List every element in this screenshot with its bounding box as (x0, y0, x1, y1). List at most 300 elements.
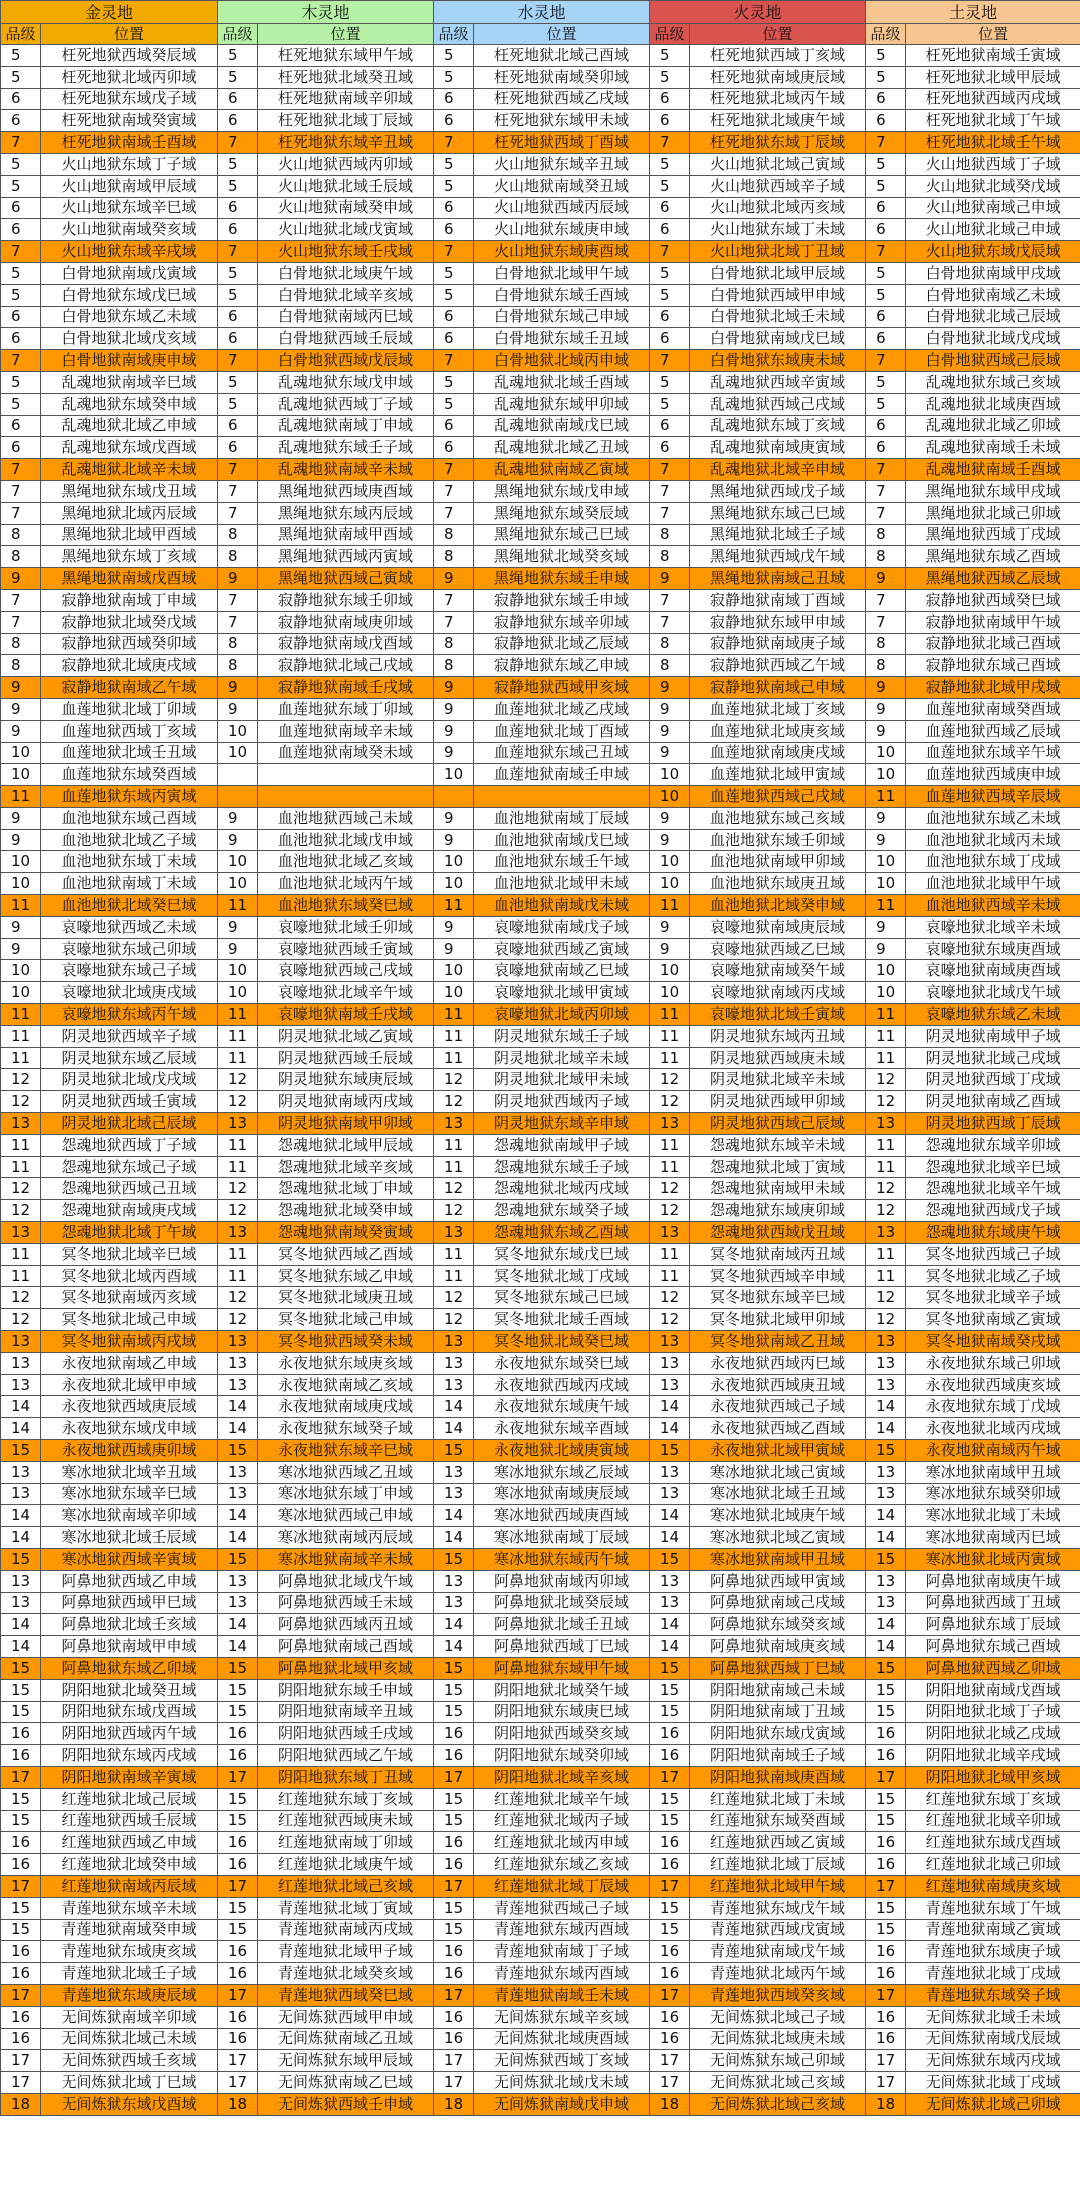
location-cell: 阴灵地狱北域己戌域 (906, 1047, 1080, 1069)
location-cell: 寒冰地狱南域庚辰域 (474, 1483, 650, 1505)
grade-header: 品级 (434, 24, 474, 45)
location-cell: 黑绳地狱西域庚酉域 (258, 480, 434, 502)
location-cell: 阴灵地狱西域甲卯域 (690, 1091, 866, 1113)
location-cell: 枉死地狱北域癸丑域 (258, 66, 434, 88)
location-cell: 黑绳地狱北域壬子域 (690, 524, 866, 546)
grade-cell: 6 (434, 328, 474, 350)
location-cell: 白骨地狱北域甲午域 (474, 262, 650, 284)
grade-cell: 17 (1, 2072, 41, 2094)
location-cell: 黑绳地狱北域己卯域 (906, 502, 1080, 524)
location-cell: 寂静地狱东域壬卯域 (258, 589, 434, 611)
grade-cell: 6 (866, 415, 906, 437)
grade-cell: 5 (650, 45, 690, 67)
grade-cell: 5 (434, 262, 474, 284)
grade-cell: 11 (1, 1047, 41, 1069)
location-cell: 无间炼狱西域甲申域 (258, 2006, 434, 2028)
location-cell: 阴阳地狱北域甲亥域 (906, 1766, 1080, 1788)
grade-cell: 16 (218, 1963, 258, 1985)
grade-header: 品级 (650, 24, 690, 45)
location-cell (258, 764, 434, 786)
location-cell: 血池地狱北域癸申域 (690, 895, 866, 917)
grade-header: 品级 (866, 24, 906, 45)
grade-cell: 8 (866, 524, 906, 546)
location-cell: 阴阳地狱北域癸午域 (474, 1679, 650, 1701)
location-cell: 白骨地狱西域甲申域 (690, 284, 866, 306)
location-cell: 阴阳地狱北域癸丑域 (41, 1679, 218, 1701)
table-row (1, 982, 1080, 1004)
table-row (1, 437, 1080, 459)
location-cell: 阴阳地狱东域丙戌域 (41, 1745, 218, 1767)
grade-cell: 9 (1, 698, 41, 720)
location-cell: 枉死地狱北域丁午域 (906, 110, 1080, 132)
location-cell: 青莲地狱南域丁子域 (474, 1941, 650, 1963)
grade-cell: 12 (1, 1178, 41, 1200)
grade-cell: 9 (1, 720, 41, 742)
grade-cell: 6 (650, 219, 690, 241)
grade-cell: 15 (650, 1919, 690, 1941)
location-cell: 血池地狱东域庚丑域 (690, 873, 866, 895)
grade-cell: 16 (218, 2028, 258, 2050)
location-cell: 怨魂地狱北域丁午域 (41, 1222, 218, 1244)
location-cell: 阴灵地狱西域己辰域 (690, 1113, 866, 1135)
table-row (1, 2006, 1080, 2028)
location-cell (258, 786, 434, 808)
grade-cell: 13 (866, 1222, 906, 1244)
location-cell: 冥冬地狱东域己巳域 (474, 1287, 650, 1309)
location-cell: 血莲地狱西域己戌域 (690, 786, 866, 808)
location-cell: 乱魂地狱北域壬酉域 (474, 371, 650, 393)
grade-cell: 15 (434, 1919, 474, 1941)
grade-cell: 14 (866, 1396, 906, 1418)
location-cell: 永夜地狱西域庚卯域 (41, 1440, 218, 1462)
location-cell: 冥冬地狱南域乙寅域 (906, 1309, 1080, 1331)
grade-cell: 6 (218, 306, 258, 328)
grade-cell: 10 (218, 720, 258, 742)
location-cell: 冥冬地狱北域壬酉域 (474, 1309, 650, 1331)
grade-cell: 5 (218, 45, 258, 67)
table-row (1, 328, 1080, 350)
grade-cell: 12 (866, 1287, 906, 1309)
table-row (1, 1265, 1080, 1287)
header-water: 水灵地 (434, 1, 650, 24)
grade-cell: 12 (1, 1309, 41, 1331)
table-row (1, 1745, 1080, 1767)
location-cell: 青莲地狱南域癸申域 (41, 1919, 218, 1941)
location-cell: 冥冬地狱北域己申域 (41, 1309, 218, 1331)
grade-cell: 11 (1, 1004, 41, 1026)
grade-cell: 10 (866, 742, 906, 764)
grade-cell: 9 (650, 938, 690, 960)
grade-cell: 11 (434, 1134, 474, 1156)
location-cell: 寂静地狱北域己戌域 (258, 655, 434, 677)
location-cell: 黑绳地狱东域丁亥域 (41, 546, 218, 568)
grade-cell: 16 (650, 1723, 690, 1745)
location-cell: 永夜地狱西域庚亥域 (906, 1374, 1080, 1396)
grade-cell: 12 (1, 1069, 41, 1091)
grade-cell: 9 (218, 568, 258, 590)
location-cell: 阴灵地狱西域丙子域 (474, 1091, 650, 1113)
location-cell: 阴灵地狱西域庚未域 (690, 1047, 866, 1069)
location-cell (474, 786, 650, 808)
location-cell: 寒冰地狱北域庚午域 (690, 1505, 866, 1527)
location-cell: 寂静地狱南域戊酉域 (258, 633, 434, 655)
grade-cell: 12 (866, 1091, 906, 1113)
location-cell: 黑绳地狱西域己寅域 (258, 568, 434, 590)
location-cell: 白骨地狱南域乙未域 (906, 284, 1080, 306)
grade-cell: 6 (866, 437, 906, 459)
location-cell: 阿鼻地狱北域壬丑域 (474, 1614, 650, 1636)
location-cell: 寂静地狱西域癸巳域 (906, 589, 1080, 611)
location-cell: 冥冬地狱南域乙丑域 (690, 1331, 866, 1353)
location-cell: 哀嚎地狱北域壬卯域 (258, 916, 434, 938)
grade-cell: 12 (650, 1091, 690, 1113)
location-cell: 火山地狱东域丁未域 (690, 219, 866, 241)
grade-cell: 11 (218, 1134, 258, 1156)
location-cell: 阴阳地狱北域辛戌域 (906, 1745, 1080, 1767)
location-cell: 黑绳地狱东域壬申域 (474, 568, 650, 590)
location-cell: 怨魂地狱西域丁子域 (41, 1134, 218, 1156)
location-cell: 怨魂地狱北域甲辰域 (258, 1134, 434, 1156)
grade-cell: 5 (218, 371, 258, 393)
table-row-highlighted (1, 1440, 1080, 1462)
grade-cell: 5 (1, 66, 41, 88)
grade-cell: 8 (866, 633, 906, 655)
grade-cell: 14 (1, 1418, 41, 1440)
grade-cell: 15 (434, 1788, 474, 1810)
location-cell: 阴灵地狱东域乙辰域 (41, 1047, 218, 1069)
grade-cell: 15 (434, 1897, 474, 1919)
grade-cell: 9 (1, 807, 41, 829)
grade-cell: 17 (434, 1875, 474, 1897)
location-cell: 永夜地狱东域庚亥域 (258, 1352, 434, 1374)
grade-cell: 12 (434, 1287, 474, 1309)
location-cell: 血莲地狱西域庚申域 (906, 764, 1080, 786)
location-cell: 阿鼻地狱北域戊午域 (258, 1570, 434, 1592)
grade-cell: 8 (1, 633, 41, 655)
grade-cell: 5 (650, 284, 690, 306)
grade-cell: 10 (650, 960, 690, 982)
location-cell: 阴阳地狱南域丁丑域 (690, 1701, 866, 1723)
table-row (1, 284, 1080, 306)
grade-cell: 14 (650, 1396, 690, 1418)
location-cell: 无间炼狱南域戊辰域 (906, 2028, 1080, 2050)
table-row (1, 306, 1080, 328)
location-cell: 冥冬地狱西域乙酉域 (258, 1243, 434, 1265)
table-row (1, 720, 1080, 742)
location-cell: 冥冬地狱北域甲卯域 (690, 1309, 866, 1331)
grade-cell: 16 (218, 1941, 258, 1963)
grade-cell: 11 (218, 1047, 258, 1069)
location-cell: 怨魂地狱东域癸子域 (474, 1200, 650, 1222)
location-cell: 冥冬地狱北域辛子域 (906, 1287, 1080, 1309)
location-cell: 青莲地狱北域丁戌域 (906, 1963, 1080, 1985)
grade-cell: 11 (434, 1265, 474, 1287)
location-cell: 寒冰地狱北域壬辰域 (41, 1527, 218, 1549)
grade-cell: 5 (218, 393, 258, 415)
location-cell: 阴阳地狱南域庚酉域 (690, 1766, 866, 1788)
grade-cell: 11 (866, 1156, 906, 1178)
grade-cell: 10 (434, 873, 474, 895)
location-cell: 血池地狱南域丁未域 (41, 873, 218, 895)
grade-cell: 5 (866, 262, 906, 284)
location-cell: 阴阳地狱北域辛亥域 (474, 1766, 650, 1788)
table-row (1, 1156, 1080, 1178)
location-cell: 枉死地狱东域丁辰域 (690, 132, 866, 154)
location-cell: 火山地狱东域辛丑域 (474, 153, 650, 175)
grade-cell: 12 (218, 1178, 258, 1200)
grade-cell: 14 (1, 1396, 41, 1418)
grade-cell: 13 (434, 1222, 474, 1244)
grade-cell (434, 786, 474, 808)
grade-cell: 6 (650, 415, 690, 437)
location-cell: 红莲地狱东域丁亥域 (258, 1788, 434, 1810)
location-cell: 怨魂地狱北域辛巳域 (906, 1156, 1080, 1178)
grade-cell: 11 (434, 1243, 474, 1265)
location-cell: 枉死地狱北域己酉域 (474, 45, 650, 67)
grade-cell: 16 (650, 1745, 690, 1767)
location-cell: 红莲地狱南域丙辰域 (41, 1875, 218, 1897)
grade-cell: 13 (866, 1331, 906, 1353)
table-row (1, 1309, 1080, 1331)
location-cell: 阿鼻地狱东域甲午域 (474, 1657, 650, 1679)
grade-cell: 7 (434, 502, 474, 524)
location-cell: 阴灵地狱西域壬寅域 (41, 1091, 218, 1113)
location-cell: 黑绳地狱东域癸辰域 (474, 502, 650, 524)
table-row-highlighted (1, 1331, 1080, 1353)
table-row (1, 1047, 1080, 1069)
location-cell: 青莲地狱东域丁午域 (906, 1897, 1080, 1919)
grade-cell: 7 (866, 589, 906, 611)
grade-cell: 13 (650, 1113, 690, 1135)
grade-cell: 10 (218, 851, 258, 873)
grade-cell: 8 (218, 655, 258, 677)
location-cell: 白骨地狱东域壬酉域 (474, 284, 650, 306)
location-cell: 阿鼻地狱南域己酉域 (258, 1636, 434, 1658)
location-cell: 火山地狱东域壬戌域 (258, 241, 434, 263)
grade-cell: 11 (434, 1025, 474, 1047)
grade-cell: 7 (650, 459, 690, 481)
grade-cell: 9 (434, 568, 474, 590)
grade-cell: 7 (866, 350, 906, 372)
location-cell: 阴灵地狱南域甲子域 (906, 1025, 1080, 1047)
grade-cell: 5 (866, 45, 906, 67)
grade-cell: 15 (1, 1897, 41, 1919)
location-cell: 阴阳地狱东域丁丑域 (258, 1766, 434, 1788)
location-cell: 冥冬地狱北域乙子域 (906, 1265, 1080, 1287)
location-cell: 红莲地狱北域庚午域 (258, 1854, 434, 1876)
grade-cell: 11 (866, 1243, 906, 1265)
grade-cell: 13 (434, 1483, 474, 1505)
location-cell: 青莲地狱南域丙戌域 (258, 1919, 434, 1941)
grade-cell: 7 (650, 241, 690, 263)
grade-cell: 5 (434, 284, 474, 306)
grade-cell: 10 (218, 742, 258, 764)
table-row (1, 1614, 1080, 1636)
location-cell: 乱魂地狱北域乙丑域 (474, 437, 650, 459)
location-cell: 血池地狱东域壬午域 (474, 851, 650, 873)
location-cell: 血池地狱北域丙午域 (258, 873, 434, 895)
location-cell: 寂静地狱南域庚子域 (690, 633, 866, 655)
grade-cell: 11 (650, 1156, 690, 1178)
grade-cell: 13 (866, 1570, 906, 1592)
grade-cell: 9 (1, 938, 41, 960)
grade-cell: 10 (1, 851, 41, 873)
location-cell: 哀嚎地狱西域乙巳域 (690, 938, 866, 960)
grade-cell: 18 (434, 2093, 474, 2115)
location-cell: 无间炼狱南域戊申域 (474, 2093, 650, 2115)
location-cell: 阴阳地狱南域壬子域 (690, 1745, 866, 1767)
table-row-highlighted (1, 1113, 1080, 1135)
location-cell: 寒冰地狱北域乙寅域 (690, 1527, 866, 1549)
table-row-highlighted (1, 1984, 1080, 2006)
location-cell: 乱魂地狱东域甲卯域 (474, 393, 650, 415)
location-cell: 永夜地狱西域丙戌域 (474, 1374, 650, 1396)
location-cell: 血池地狱西域己未域 (258, 807, 434, 829)
grade-cell: 12 (650, 1178, 690, 1200)
grade-cell: 16 (1, 1941, 41, 1963)
grade-cell: 11 (866, 1004, 906, 1026)
grade-cell: 11 (866, 1047, 906, 1069)
grade-cell: 15 (866, 1897, 906, 1919)
table-row (1, 1461, 1080, 1483)
location-cell: 阿鼻地狱南域甲申域 (41, 1636, 218, 1658)
table-row (1, 1788, 1080, 1810)
location-cell: 无间炼狱北域己未域 (41, 2028, 218, 2050)
grade-cell: 16 (218, 1832, 258, 1854)
grade-cell: 10 (434, 960, 474, 982)
grade-cell: 14 (866, 1614, 906, 1636)
grade-cell: 10 (866, 960, 906, 982)
location-cell: 阴阳地狱东域庚巳域 (474, 1701, 650, 1723)
table-row (1, 1178, 1080, 1200)
location-cell: 乱魂地狱北域乙申域 (41, 415, 218, 437)
grade-cell: 9 (218, 807, 258, 829)
grade-cell: 14 (866, 1418, 906, 1440)
location-cell: 冥冬地狱西域辛申域 (690, 1265, 866, 1287)
grade-cell: 5 (1, 153, 41, 175)
grade-cell: 11 (650, 1047, 690, 1069)
grade-cell: 8 (866, 546, 906, 568)
location-cell: 血池地狱北域丙未域 (906, 829, 1080, 851)
grade-cell: 16 (1, 1854, 41, 1876)
grade-cell: 17 (866, 2072, 906, 2094)
location-cell: 枉死地狱北域甲辰域 (906, 66, 1080, 88)
location-cell: 冥冬地狱东域辛巳域 (690, 1287, 866, 1309)
grade-cell: 9 (434, 916, 474, 938)
grade-cell: 12 (866, 1178, 906, 1200)
location-cell: 血莲地狱东域丙寅域 (41, 786, 218, 808)
location-cell: 怨魂地狱北域丁寅域 (690, 1156, 866, 1178)
location-cell: 枉死地狱南域壬酉域 (41, 132, 218, 154)
table-row (1, 153, 1080, 175)
location-cell: 寒冰地狱东域辛巳域 (41, 1483, 218, 1505)
location-cell: 青莲地狱东域癸子域 (906, 1984, 1080, 2006)
location-cell: 阴阳地狱北域乙戌域 (906, 1723, 1080, 1745)
table-row (1, 110, 1080, 132)
location-cell: 冥冬地狱东域乙申域 (258, 1265, 434, 1287)
grade-cell: 14 (218, 1418, 258, 1440)
grade-cell: 10 (1, 960, 41, 982)
grade-cell: 7 (866, 132, 906, 154)
grade-cell: 6 (218, 219, 258, 241)
location-cell: 寂静地狱东域己酉域 (906, 655, 1080, 677)
location-cell: 枉死地狱北域丁辰域 (258, 110, 434, 132)
grade-cell: 13 (218, 1461, 258, 1483)
location-cell: 乱魂地狱北域辛申域 (690, 459, 866, 481)
location-cell: 怨魂地狱东域庚卯域 (690, 1200, 866, 1222)
table-row (1, 589, 1080, 611)
grade-cell: 6 (650, 88, 690, 110)
header-wood: 木灵地 (218, 1, 434, 24)
grade-cell: 15 (434, 1440, 474, 1462)
location-cell: 红莲地狱北域丁未域 (690, 1788, 866, 1810)
location-cell: 永夜地狱东域戊申域 (41, 1418, 218, 1440)
location-cell: 阴阳地狱南域辛丑域 (258, 1701, 434, 1723)
location-cell: 黑绳地狱北域丙辰域 (41, 502, 218, 524)
location-cell: 无间炼狱北域庚酉域 (474, 2028, 650, 2050)
grade-cell: 13 (650, 1352, 690, 1374)
grade-cell: 14 (650, 1614, 690, 1636)
location-cell: 冥冬地狱南域丙亥域 (41, 1287, 218, 1309)
location-cell: 无间炼狱东域辛亥域 (474, 2006, 650, 2028)
location-cell: 血莲地狱南域辛未域 (258, 720, 434, 742)
location-cell: 红莲地狱北域丁辰域 (474, 1875, 650, 1897)
grade-cell: 16 (866, 1854, 906, 1876)
table-row (1, 175, 1080, 197)
location-cell: 寂静地狱北域庚戌域 (41, 655, 218, 677)
location-cell: 乱魂地狱东域癸申域 (41, 393, 218, 415)
grade-cell: 9 (866, 677, 906, 699)
grade-cell: 16 (434, 2006, 474, 2028)
grade-cell: 9 (866, 568, 906, 590)
location-cell: 血莲地狱东域辛午域 (906, 742, 1080, 764)
location-cell: 怨魂地狱北域辛亥域 (258, 1156, 434, 1178)
location-cell: 乱魂地狱东域壬子域 (258, 437, 434, 459)
grade-cell: 17 (650, 1766, 690, 1788)
grade-cell: 16 (1, 2028, 41, 2050)
location-cell: 永夜地狱东域丁戊域 (906, 1396, 1080, 1418)
grade-cell: 7 (650, 589, 690, 611)
location-cell: 血池地狱东域壬卯域 (690, 829, 866, 851)
table-row (1, 1919, 1080, 1941)
location-cell: 阴阳地狱南域辛寅域 (41, 1766, 218, 1788)
location-cell: 阴灵地狱北域戊戌域 (41, 1069, 218, 1091)
grade-cell: 5 (218, 262, 258, 284)
table-row-highlighted (1, 568, 1080, 590)
location-cell: 无间炼狱北域己亥域 (690, 2093, 866, 2115)
grade-cell: 7 (650, 350, 690, 372)
grade-cell: 13 (218, 1113, 258, 1135)
location-cell: 永夜地狱西域庚丑域 (690, 1374, 866, 1396)
location-cell: 乱魂地狱东域己亥域 (906, 371, 1080, 393)
grade-cell: 17 (434, 1766, 474, 1788)
location-cell: 白骨地狱南域戊巳域 (690, 328, 866, 350)
grade-cell: 11 (866, 1025, 906, 1047)
table-row (1, 1963, 1080, 1985)
grade-cell: 7 (1, 132, 41, 154)
location-cell: 白骨地狱北域丙申域 (474, 350, 650, 372)
table-row (1, 851, 1080, 873)
grade-cell: 8 (866, 655, 906, 677)
location-cell: 永夜地狱北域丙戌域 (906, 1418, 1080, 1440)
grade-cell: 14 (866, 1527, 906, 1549)
location-cell: 青莲地狱东域丙酉域 (474, 1963, 650, 1985)
location-cell: 白骨地狱西域己辰域 (906, 350, 1080, 372)
grade-cell: 7 (218, 589, 258, 611)
grade-cell: 6 (434, 415, 474, 437)
grade-cell: 9 (434, 698, 474, 720)
grade-cell: 5 (434, 45, 474, 67)
